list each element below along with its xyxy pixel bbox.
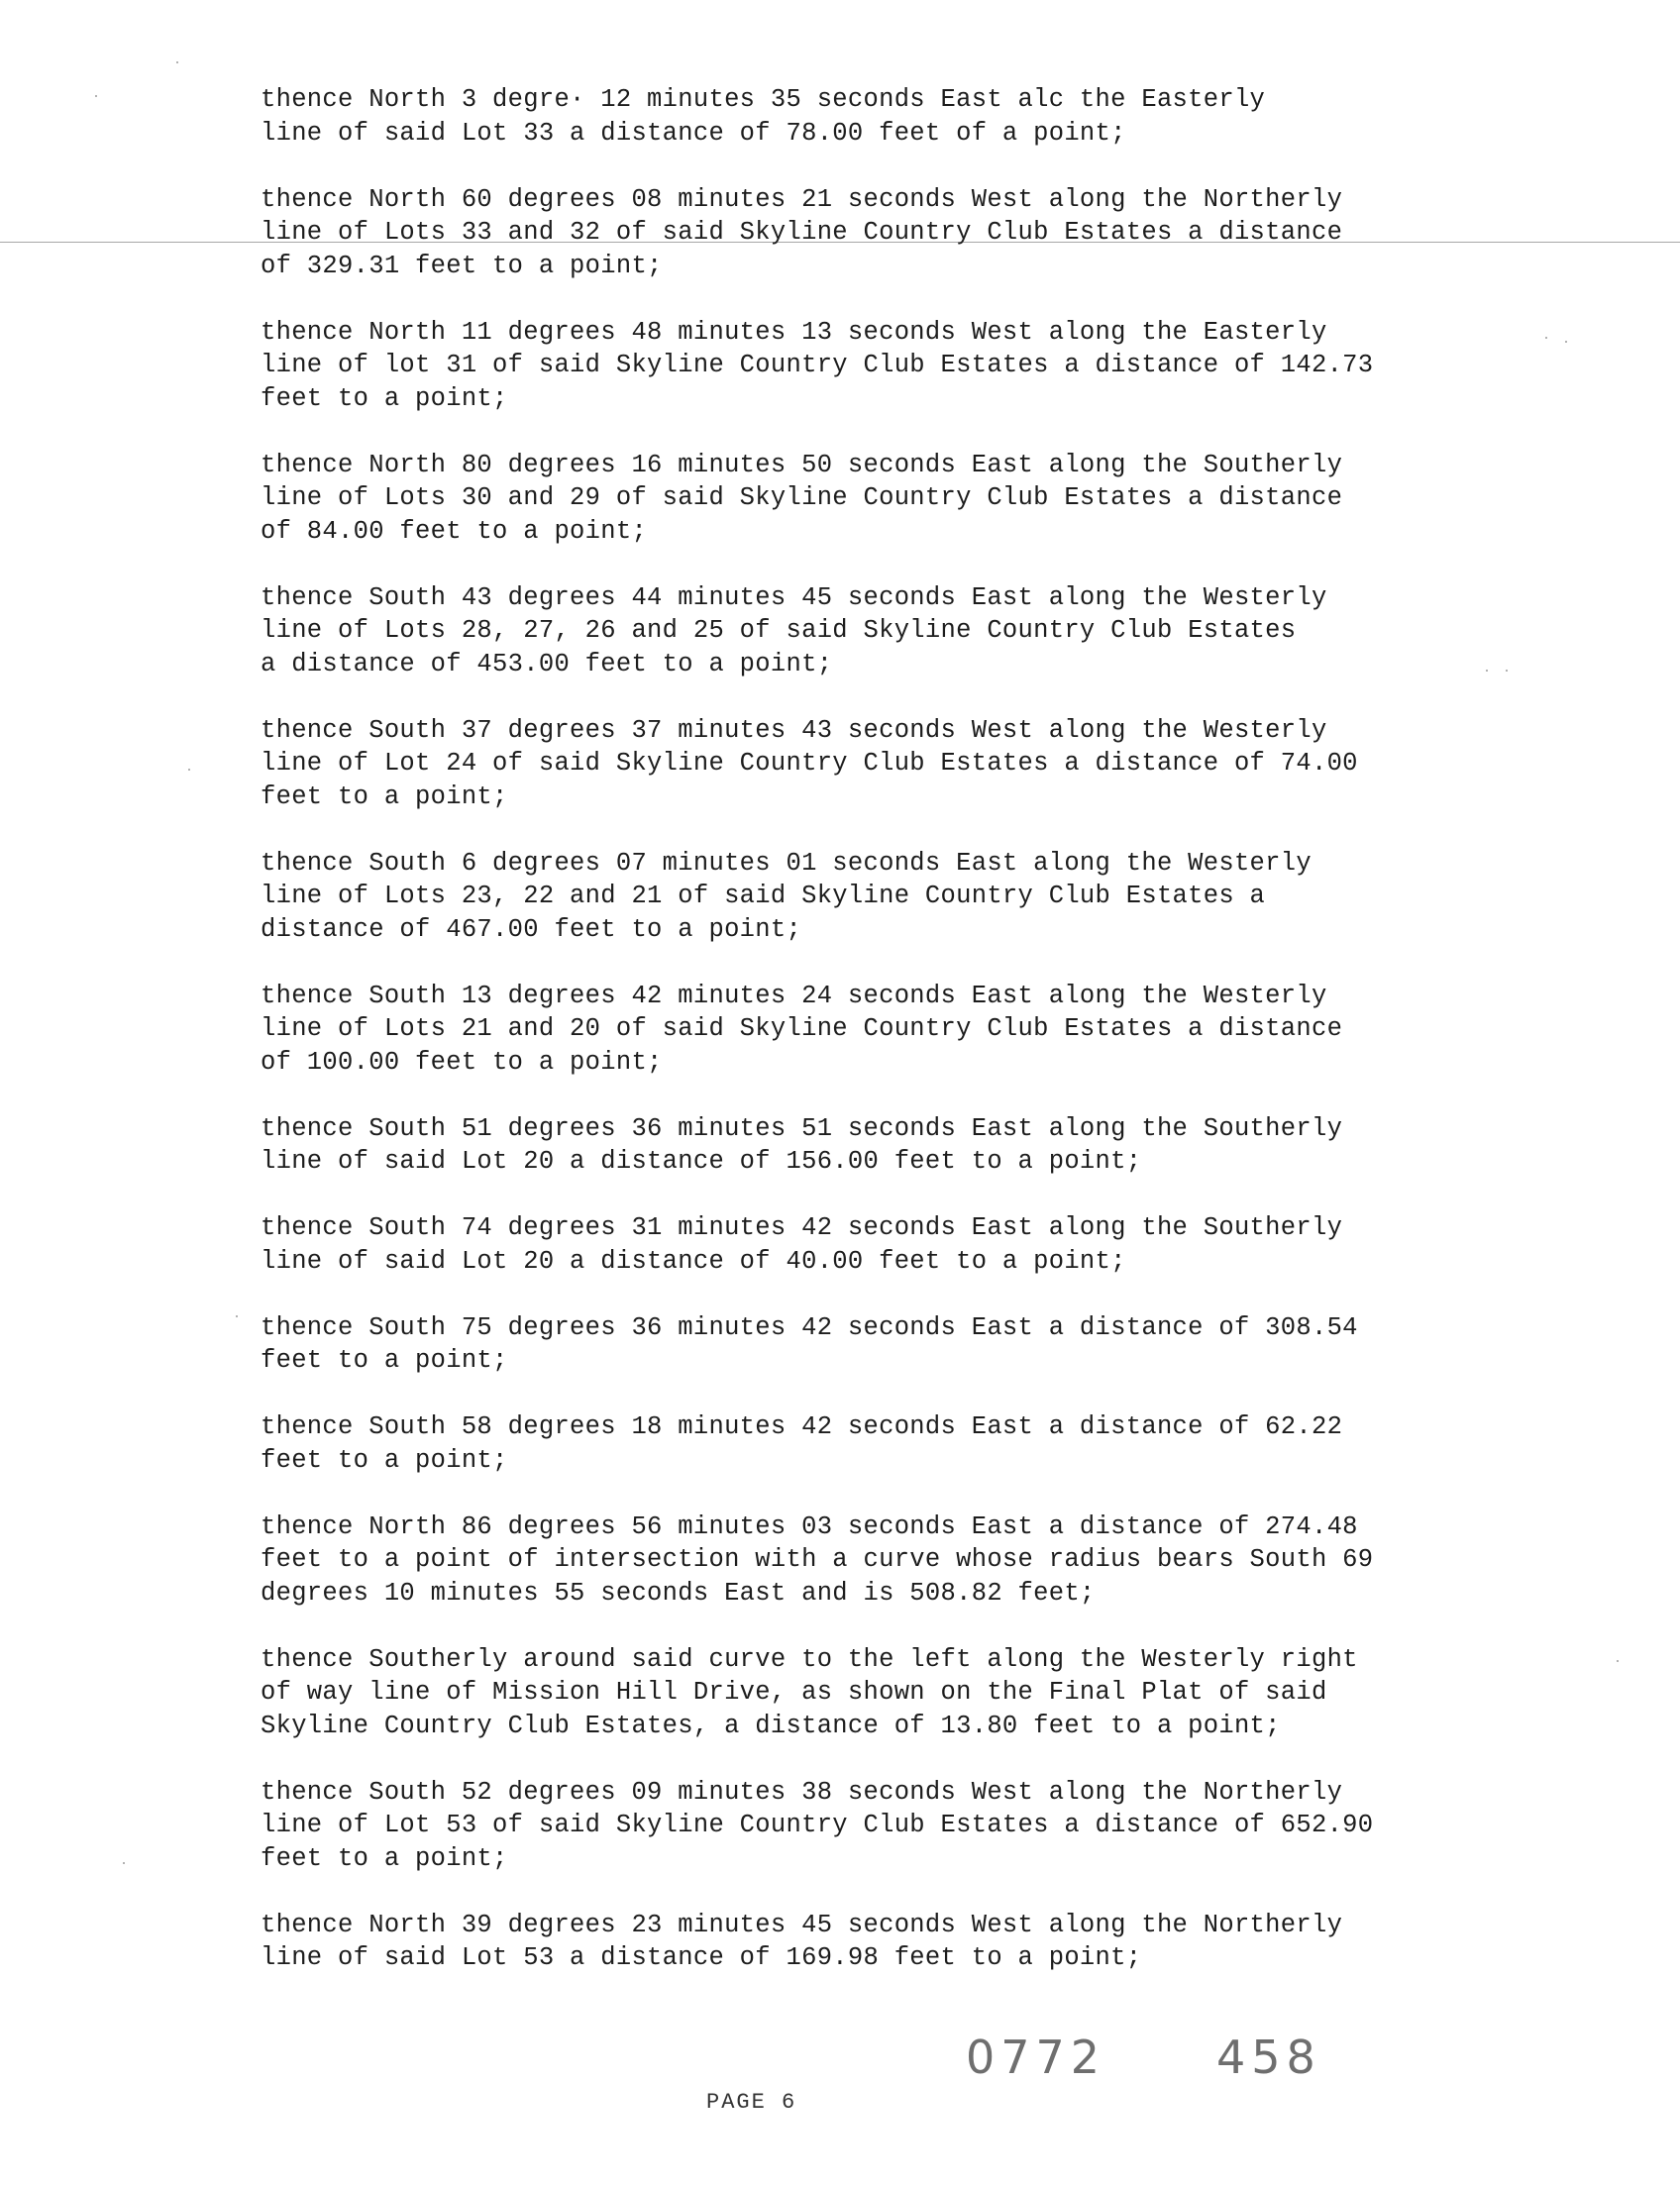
paragraph-5: thence South 43 degrees 44 minutes 45 seconds East along the Westerly line of Lots 28, 27, 26 and 25 of said Skyline Country Club Estates a distance of 453.00 feet to a point; bbox=[261, 582, 1327, 678]
paragraph-3: thence North 11 degrees 48 minutes 13 seconds West along the Easterly line of lot 31 of said Skyline Country Club Estates a distance of 142.73 feet to a point; bbox=[261, 317, 1374, 413]
paragraph-13: thence North 86 degrees 56 minutes 03 seconds East a distance of 274.48 feet to a point of intersection with a curve whose radius bears South 69 degrees 10 minutes 55 seconds East and is 508.82 feet; bbox=[261, 1511, 1374, 1608]
scan-speck bbox=[176, 61, 178, 63]
scan-speck bbox=[95, 95, 97, 97]
paragraph-9: thence South 51 degrees 36 minutes 51 seconds East along the Southerly line of said Lot 20 a distance of 156.00 feet to a point; bbox=[261, 1113, 1343, 1176]
scan-speck bbox=[1617, 1660, 1619, 1662]
scan-speck bbox=[1565, 341, 1567, 343]
scan-speck bbox=[1506, 670, 1508, 672]
paragraph-2: thence North 60 degrees 08 minutes 21 seconds West along the Northerly line of Lots 33 and 32 of said Skyline Country Club Estates a distance of 329.31 feet to a point; bbox=[261, 184, 1343, 280]
paragraph-10: thence South 74 degrees 31 minutes 42 seconds East along the Southerly line of said Lot 20 a distance of 40.00 feet to a point; bbox=[261, 1213, 1343, 1276]
page-number: PAGE 6 bbox=[706, 2090, 797, 2115]
paragraph-8: thence South 13 degrees 42 minutes 24 seconds East along the Westerly line of Lots 21 and 20 of said Skyline Country Club Estates a distance of 100.00 feet to a point; bbox=[261, 981, 1343, 1077]
scan-speck bbox=[188, 769, 190, 771]
paragraph-14: thence Southerly around said curve to the left along the Westerly right of way line of Mission Hill Drive, as shown on the Final Plat of said Skyline Country Club Estates, a distance of 13.80 feet to a point; bbox=[261, 1644, 1358, 1740]
scan-speck bbox=[1486, 670, 1488, 672]
paragraph-1: thence North 3 degre· 12 minutes 35 seconds East alc the Easterly line of said Lot 33 a distance of 78.00 feet of a point; bbox=[261, 85, 1266, 148]
scan-speck bbox=[236, 1315, 238, 1317]
scan-speck bbox=[1545, 337, 1547, 339]
paragraph-15: thence South 52 degrees 09 minutes 38 seconds West along the Northerly line of Lot 53 of said Skyline Country Club Estates a distance of 652.90 feet to a point; bbox=[261, 1777, 1374, 1873]
paragraph-4: thence North 80 degrees 16 minutes 50 seconds East along the Southerly line of Lots 30 and 29 of said Skyline Country Club Estates a distance of 84.00 feet to a point; bbox=[261, 450, 1343, 546]
paragraph-7: thence South 6 degrees 07 minutes 01 seconds East along the Westerly line of Lots 23, 22 and 21 of said Skyline Country Club Estates a distance of 467.00 feet to a point; bbox=[261, 848, 1312, 944]
scan-speck bbox=[123, 1862, 125, 1864]
paragraph-16: thence North 39 degrees 23 minutes 45 seconds West along the Northerly line of said Lot 53 a distance of 169.98 feet to a point; bbox=[261, 1910, 1343, 1972]
recording-page-stamp: 458 bbox=[1216, 2031, 1321, 2084]
paragraph-11: thence South 75 degrees 36 minutes 42 seconds East a distance of 308.54 feet to a point; bbox=[261, 1312, 1358, 1375]
paragraph-12: thence South 58 degrees 18 minutes 42 seconds East a distance of 62.22 feet to a point; bbox=[261, 1412, 1343, 1475]
recording-book-stamp: 0772 bbox=[966, 2031, 1106, 2084]
paragraph-6: thence South 37 degrees 37 minutes 43 seconds West along the Westerly line of Lot 24 of said Skyline Country Club Estates a distance of 74.00 feet to a point; bbox=[261, 715, 1358, 811]
legal-description-body bbox=[261, 83, 1489, 2008]
